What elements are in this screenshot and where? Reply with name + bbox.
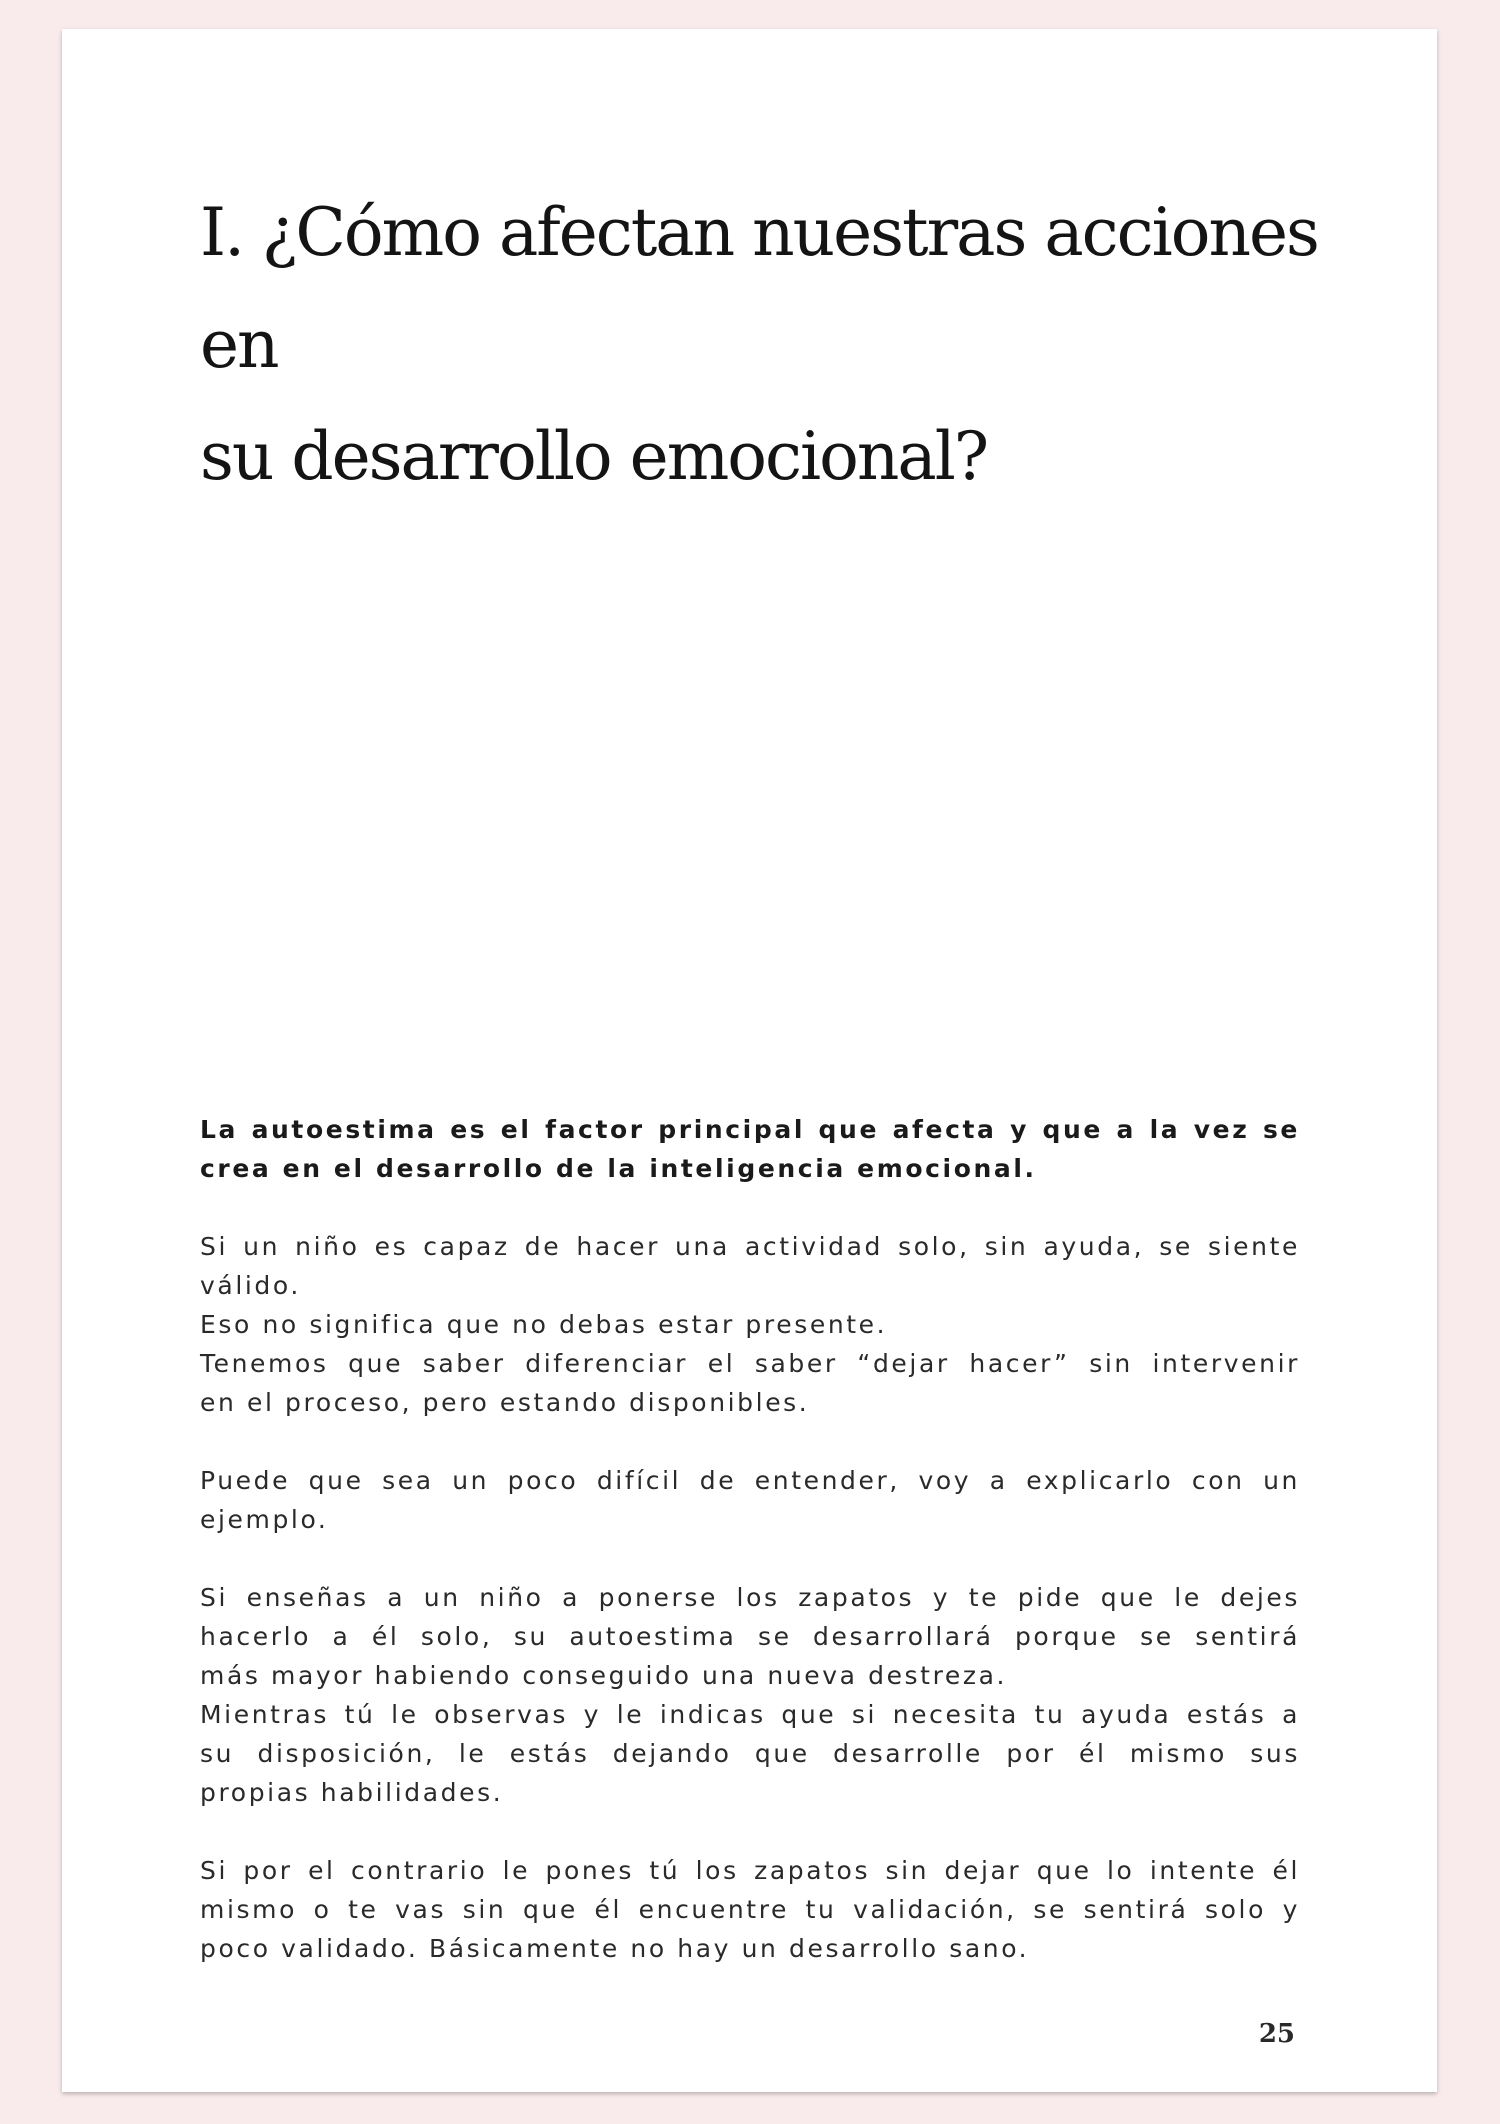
text-line: Si un niño es capaz de hacer una actividad solo, sin ayuda, se siente — [200, 1232, 1300, 1261]
text-line: Si enseñas a un niño a ponerse los zapatos y te pide que le dejes — [200, 1583, 1300, 1612]
paragraph — [200, 1461, 1300, 1539]
text-line: ejemplo. — [200, 1505, 329, 1534]
text-line: crea en el desarrollo de la inteligencia emocional. — [200, 1154, 1037, 1183]
chapter-title — [200, 177, 1350, 513]
paragraph — [200, 1578, 1300, 1812]
lead-paragraph — [200, 1110, 1300, 1188]
text-line: La autoestima es el factor principal que afecta y que a la vez se — [200, 1115, 1300, 1144]
text-line: más mayor habiendo conseguido una nueva destreza. — [200, 1661, 1008, 1690]
text-line: Tenemos que saber diferenciar el saber “dejar hacer” sin intervenir — [200, 1349, 1300, 1378]
body-text — [200, 1110, 1300, 1968]
paragraph — [200, 1227, 1300, 1422]
text-line: mismo o te vas sin que él encuentre tu validación, se sentirá solo y — [200, 1895, 1300, 1924]
text-line: Si por el contrario le pones tú los zapatos sin dejar que lo intente él — [200, 1856, 1300, 1885]
text-line: en el proceso, pero estando disponibles. — [200, 1388, 810, 1417]
page-number: 25 — [1258, 2019, 1295, 2049]
text-line: Eso no significa que no debas estar presente. — [200, 1310, 888, 1339]
text-line: su disposición, le estás dejando que desarrolle por él mismo sus — [200, 1739, 1300, 1768]
text-line: Mientras tú le observas y le indicas que si necesita tu ayuda estás a — [200, 1700, 1300, 1729]
text-line: Puede que sea un poco difícil de entender, voy a explicarlo con un — [200, 1466, 1300, 1495]
text-line: hacerlo a él solo, su autoestima se desarrollará porque se sentirá — [200, 1622, 1300, 1651]
text-line: poco validado. Básicamente no hay un desarrollo sano. — [200, 1934, 1030, 1963]
text-line: propias habilidades. — [200, 1778, 504, 1807]
text-line: válido. — [200, 1271, 301, 1300]
document-page — [62, 29, 1437, 2092]
chapter-title-line-2: su desarrollo emocional? — [200, 418, 988, 495]
chapter-title-line-1: I. ¿Cómo afectan nuestras acciones en — [200, 194, 1318, 383]
paragraph — [200, 1851, 1300, 1968]
